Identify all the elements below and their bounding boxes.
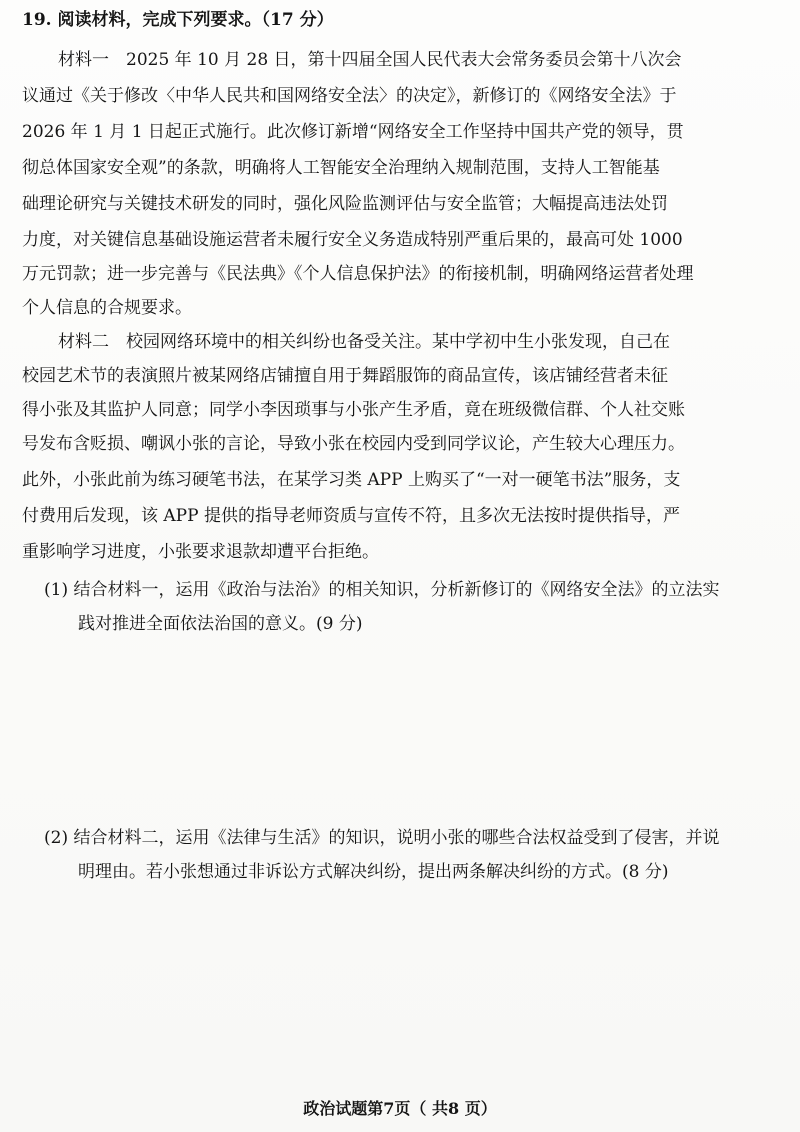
sub-question-1-line: 践对推进全面依法治国的意义。(9 分) [78, 614, 363, 634]
page-footer: 政治试题第7页（ 共8 页） [303, 1099, 497, 1118]
material-one-line: 2026 年 1 月 1 日起正式施行。此次修订新增“网络安全工作坚持中国共产党的领导，贯 [22, 122, 684, 142]
material-one-line: 础理论研究与关键技术研发的同时，强化风险监测评估与安全监管；大幅提高违法处罚 [22, 194, 668, 214]
material-two-line: 得小张及其监护人同意；同学小李因琐事与小张产生矛盾，竟在班级微信群、个人社交账 [22, 400, 685, 420]
material-two-line: 校园艺术节的表演照片被某网络店铺擅自用于舞蹈服饰的商品宣传，该店铺经营者未征 [22, 366, 668, 386]
material-two-line: 材料二 校园网络环境中的相关纠纷也备受关注。某中学初中生小张发现，自己在 [58, 332, 670, 352]
sub-question-2-line: 明理由。若小张想通过非诉讼方式解决纠纷，提出两条解决纠纷的方式。(8 分) [78, 862, 669, 882]
material-two-line: 号发布含贬损、嘲讽小张的言论，导致小张在校园内受到同学议论，产生较大心理压力。 [22, 434, 685, 454]
question-header: 19. 阅读材料，完成下列要求。（17 分） [22, 10, 334, 30]
material-one-line: 材料一 2025 年 10 月 28 日，第十四届全国人民代表大会常务委员会第十八次会 [58, 50, 682, 70]
material-one-line: 议通过《关于修改〈中华人民共和国网络安全法〉的决定》，新修订的《网络安全法》于 [22, 86, 677, 106]
material-two-line: 此外，小张此前为练习硬笔书法，在某学习类 APP 上购买了“一对一硬笔书法”服务，支 [22, 470, 681, 490]
sub-question-1-line: (1) 结合材料一，运用《政治与法治》的相关知识，分析新修订的《网络安全法》的立法实 [44, 580, 720, 600]
material-one-line: 个人信息的合规要求。 [22, 298, 192, 318]
sub-question-2-line: (2) 结合材料二，运用《法律与生活》的知识，说明小张的哪些合法权益受到了侵害，并说 [44, 828, 720, 848]
material-two-line: 付费用后发现，该 APP 提供的指导老师资质与宣传不符，且多次无法按时提供指导，严 [22, 506, 680, 526]
material-one-line: 力度，对关键信息基础设施运营者未履行安全义务造成特别严重后果的，最高可处 1000 [22, 230, 683, 250]
answer-area-1[interactable] [40, 640, 760, 815]
material-one-line: 万元罚款；进一步完善与《民法典》《个人信息保护法》的衔接机制，明确网络运营者处理 [22, 264, 694, 284]
answer-area-2[interactable] [40, 890, 760, 1090]
material-two-line: 重影响学习进度，小张要求退款却遭平台拒绝。 [22, 542, 379, 562]
material-one-line: 彻总体国家安全观”的条款，明确将人工智能安全治理纳入规制范围，支持人工智能基 [22, 158, 660, 178]
